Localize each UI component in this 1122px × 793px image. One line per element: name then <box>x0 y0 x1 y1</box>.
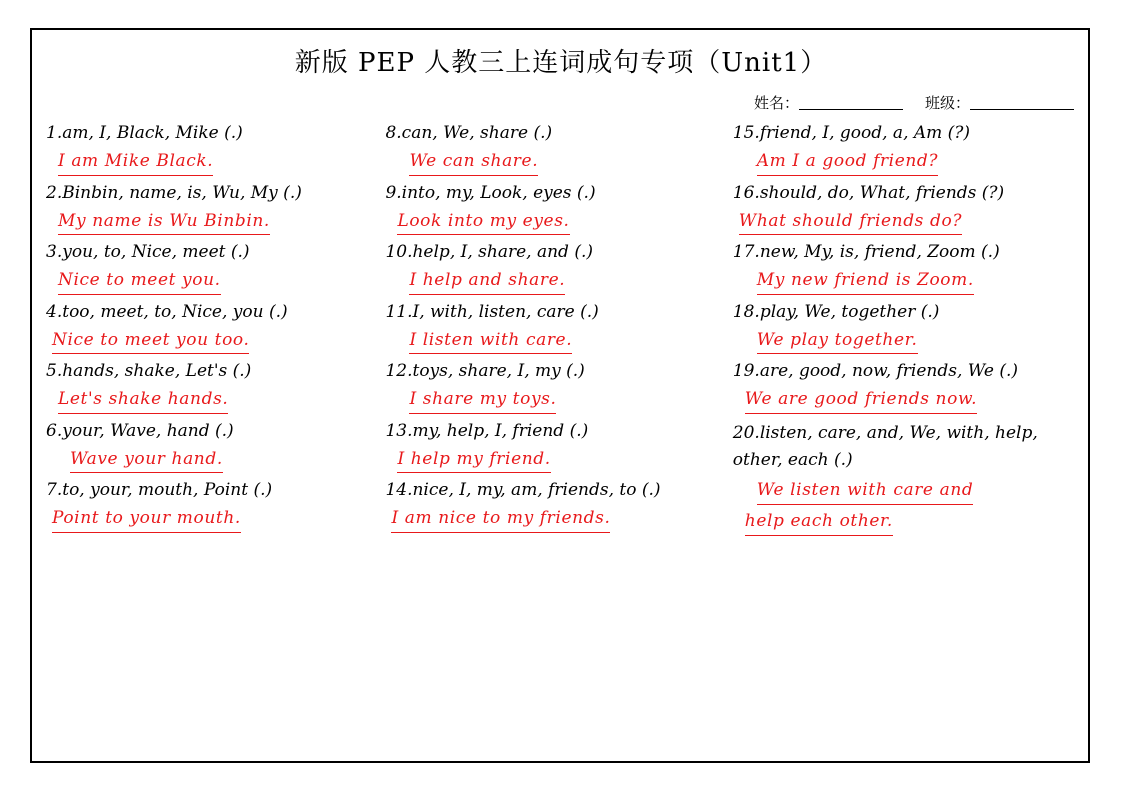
question-number: 5. <box>46 361 63 382</box>
answer-text[interactable]: Nice to meet you. <box>58 268 221 295</box>
answer-text[interactable]: Nice to meet you too. <box>52 328 249 355</box>
question-prompt <box>385 479 728 502</box>
question-prompt <box>46 182 381 205</box>
answer-text-line-1[interactable]: We listen with care and <box>757 478 974 505</box>
exercise-item <box>733 122 1082 176</box>
question-number: 14. <box>385 480 413 501</box>
question-prompt <box>733 420 1082 474</box>
answer-block <box>385 268 728 295</box>
question-number: 2. <box>46 182 63 203</box>
exercise-item <box>46 241 381 295</box>
answer-text[interactable]: Am I a good friend? <box>757 149 938 176</box>
question-prompt <box>385 241 728 264</box>
name-blank[interactable] <box>799 95 903 110</box>
exercise-item <box>733 241 1082 295</box>
exercise-item <box>385 182 728 236</box>
answer-text[interactable]: I help and share. <box>409 268 565 295</box>
exercise-item <box>46 301 381 355</box>
exercise-item <box>385 360 728 414</box>
question-number: 12. <box>385 361 413 382</box>
question-words: hands, shake, Let's (.) <box>62 361 252 382</box>
answer-text[interactable]: I am nice to my friends. <box>391 506 610 533</box>
question-prompt <box>46 301 381 324</box>
answer-block <box>46 328 381 355</box>
question-number: 16. <box>732 182 760 203</box>
exercise-item <box>385 301 728 355</box>
question-prompt <box>385 182 728 205</box>
answer-text[interactable]: Point to your mouth. <box>52 506 241 533</box>
question-words: am, I, Black, Mike (.) <box>62 123 243 143</box>
answer-text[interactable]: We are good friends now. <box>745 387 977 414</box>
answer-text[interactable]: I am Mike Black. <box>58 149 213 176</box>
answer-block <box>385 328 728 355</box>
question-number: 20. <box>732 422 760 443</box>
answer-block <box>385 387 728 414</box>
exercise-column-3 <box>729 122 1082 542</box>
question-number: 7. <box>46 480 63 501</box>
question-prompt <box>733 182 1082 205</box>
question-prompt <box>46 360 381 383</box>
answer-text[interactable]: My name is Wu Binbin. <box>58 209 270 236</box>
exercise-item <box>733 360 1082 414</box>
question-number: 15. <box>732 123 760 143</box>
question-words: friend, I, good, a, Am (?) <box>759 123 971 143</box>
question-prompt <box>385 420 728 443</box>
answer-text[interactable]: We play together. <box>757 328 918 355</box>
question-prompt <box>385 301 728 324</box>
answer-text[interactable]: Let's shake hands. <box>58 387 228 414</box>
exercise-column-2 <box>381 122 728 539</box>
answer-block <box>733 209 1082 236</box>
question-prompt <box>733 360 1082 383</box>
question-prompt <box>46 479 381 502</box>
answer-block <box>385 209 728 236</box>
question-number: 1. <box>46 123 63 143</box>
answer-text[interactable]: What should friends do? <box>739 209 962 236</box>
exercise-column-1 <box>40 122 381 539</box>
exercise-item <box>385 479 728 533</box>
answer-block <box>46 209 381 236</box>
answer-block <box>733 149 1082 176</box>
question-number: 18. <box>732 301 760 322</box>
question-number: 11. <box>385 301 413 322</box>
question-number: 10. <box>385 242 413 263</box>
question-words: can, We, share (.) <box>401 123 553 143</box>
question-words: help, I, share, and (.) <box>412 242 593 263</box>
question-words: my, help, I, friend (.) <box>412 420 589 441</box>
exercise-item <box>46 479 381 533</box>
answer-block <box>46 149 381 176</box>
answer-block <box>733 268 1082 295</box>
question-prompt <box>385 360 728 383</box>
question-words: too, meet, to, Nice, you (.) <box>62 301 288 322</box>
question-number: 6. <box>46 420 63 441</box>
question-words: into, my, Look, eyes (.) <box>401 182 596 203</box>
question-words: are, good, now, friends, We (.) <box>759 361 1019 382</box>
answer-text[interactable]: Look into my eyes. <box>397 209 569 236</box>
question-words: new, My, is, friend, Zoom (.) <box>759 242 1000 263</box>
answer-text[interactable]: We can share. <box>409 149 538 176</box>
exercise-item <box>46 360 381 414</box>
exercise-columns <box>40 122 1082 722</box>
question-words: should, do, What, friends (?) <box>759 182 1005 203</box>
exercise-item <box>46 122 381 176</box>
answer-block <box>733 387 1082 414</box>
answer-block <box>733 328 1082 355</box>
class-label: 班级： <box>924 94 970 112</box>
question-number: 13. <box>385 420 413 441</box>
answer-block <box>46 506 381 533</box>
question-words: your, Wave, hand (.) <box>62 420 234 441</box>
question-words: you, to, Nice, meet (.) <box>62 242 250 263</box>
exercise-item <box>385 122 728 176</box>
question-number: 4. <box>46 301 63 322</box>
exercise-item <box>46 420 381 474</box>
exercise-item <box>385 420 728 474</box>
question-words: toys, share, I, my (.) <box>412 361 585 382</box>
answer-text[interactable]: I share my toys. <box>409 387 556 414</box>
page-title: 新版 PEP 人教三上连词成句专项（Unit1） <box>294 48 828 78</box>
question-number: 9. <box>385 182 402 203</box>
exercise-item <box>733 301 1082 355</box>
answer-text[interactable]: My new friend is Zoom. <box>757 268 974 295</box>
question-words: to, your, mouth, Point (.) <box>62 480 273 501</box>
question-prompt <box>733 301 1082 324</box>
answer-block <box>46 268 381 295</box>
question-prompt <box>46 241 381 264</box>
answer-text[interactable]: I help my friend. <box>397 447 550 474</box>
answer-text[interactable]: I listen with care. <box>409 328 572 355</box>
answer-text[interactable]: Wave your hand. <box>70 447 223 474</box>
answer-block <box>385 506 728 533</box>
question-number: 8. <box>385 123 402 143</box>
question-words: nice, I, my, am, friends, to (.) <box>412 480 661 501</box>
answer-block <box>46 447 381 474</box>
answer-block <box>385 149 728 176</box>
name-label: 姓名： <box>753 94 799 112</box>
question-prompt <box>46 122 381 145</box>
question-number: 3. <box>46 242 63 263</box>
question-number: 17. <box>732 242 760 263</box>
question-words: listen, care, and, We, with, help, other, each (.) <box>732 422 1038 471</box>
question-words: I, with, listen, care (.) <box>412 301 599 322</box>
question-number: 19. <box>732 361 760 382</box>
exercise-item <box>46 182 381 236</box>
exercise-item <box>385 241 728 295</box>
answer-block <box>733 478 1082 535</box>
answer-block <box>385 447 728 474</box>
question-prompt <box>733 122 1082 145</box>
exercise-item <box>733 182 1082 236</box>
answer-block <box>46 387 381 414</box>
question-prompt <box>385 122 728 145</box>
question-words: Binbin, name, is, Wu, My (.) <box>62 182 302 203</box>
question-prompt <box>733 241 1082 264</box>
class-blank[interactable] <box>970 95 1074 110</box>
exercise-item <box>733 420 1082 536</box>
question-prompt <box>46 420 381 443</box>
student-info-line <box>754 92 1074 113</box>
question-words: play, We, together (.) <box>759 301 940 322</box>
answer-text-line-2[interactable]: help each other. <box>745 509 893 536</box>
